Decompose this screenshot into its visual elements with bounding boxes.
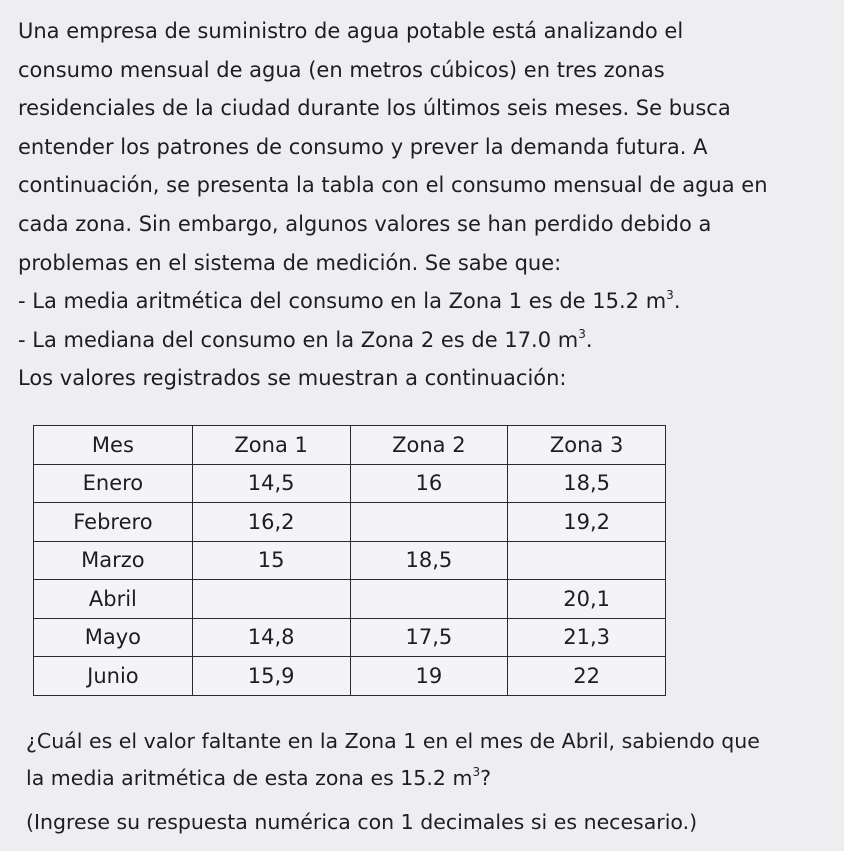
fact-median-zone2: - La mediana del consumo en la Zona 2 es de 17.0 $m^3$. xyxy=(18,326,593,352)
table-cell: 20,1 xyxy=(508,580,666,619)
table-cell xyxy=(192,580,350,619)
table-cell: 14,8 xyxy=(192,618,350,657)
table-cell xyxy=(350,580,508,619)
fact-unit: m xyxy=(557,327,579,352)
table-cell: 19 xyxy=(350,657,508,696)
problem-statement xyxy=(18,12,838,398)
header-cell: Zona 2 xyxy=(350,426,508,465)
question-text: la media aritmética de esta zona es xyxy=(26,766,401,790)
table-cell: 18,5 xyxy=(350,541,508,580)
table-cell: Mayo xyxy=(34,618,193,657)
table-cell: Febrero xyxy=(34,503,193,542)
table-cell: Enero xyxy=(34,464,193,503)
question-unit: m xyxy=(452,766,473,790)
consumption-table xyxy=(33,425,666,696)
table-cell: 19,2 xyxy=(508,503,666,542)
intro-line: consumo mensual de agua (en metros cúbicos) en tres zonas xyxy=(18,57,665,82)
table-row xyxy=(34,618,666,657)
header-cell: Zona 1 xyxy=(192,426,350,465)
header-cell: Zona 3 xyxy=(508,426,666,465)
table-row xyxy=(34,580,666,619)
table-cell: 16,2 xyxy=(192,503,350,542)
table-row xyxy=(34,464,666,503)
intro-line: residenciales de la ciudad durante los últimos seis meses. Se busca xyxy=(18,96,731,121)
table-cell: 14,5 xyxy=(192,464,350,503)
question-value: 15.2 xyxy=(400,766,446,790)
header-cell: Mes xyxy=(34,426,193,465)
table-cell: 15 xyxy=(192,541,350,580)
table-cell: 15,9 xyxy=(192,657,350,696)
intro-line: Una empresa de suministro de agua potable está analizando el xyxy=(18,19,684,43)
table-cell: Abril xyxy=(34,580,193,619)
table-cell: 16 xyxy=(350,464,508,503)
table-cell: 22 xyxy=(508,657,666,696)
unit-exponent: 3 xyxy=(666,288,674,303)
fact-text: - La media aritmética del consumo en la Zona 1 es de xyxy=(18,289,593,314)
fact-text: - La mediana del consumo en la Zona 2 es de xyxy=(18,327,505,352)
intro-line: problemas en el sistema de medición. Se sabe que: xyxy=(18,250,562,275)
table-intro: Los valores registrados se muestran a continuación: xyxy=(18,366,567,391)
question-mark: ? xyxy=(480,766,491,790)
table-cell: Marzo xyxy=(34,541,193,580)
table-cell: 18,5 xyxy=(508,464,666,503)
table-row xyxy=(34,657,666,696)
table-cell xyxy=(350,503,508,542)
fact-unit: m xyxy=(645,289,667,314)
table-cell: Junio xyxy=(34,657,193,696)
table-row xyxy=(34,541,666,580)
answer-instructions: (Ingrese su respuesta numérica con 1 decimales si es necesario.) xyxy=(26,810,698,834)
table-cell: 21,3 xyxy=(508,618,666,657)
unit-exponent: 3 xyxy=(578,326,586,341)
intro-line: entender los patrones de consumo y prever la demanda futura. A xyxy=(18,134,708,159)
unit-exponent: 3 xyxy=(472,765,481,779)
fact-value: 17.0 xyxy=(504,327,552,352)
intro-line: continuación, se presenta la tabla con el consumo mensual de agua en xyxy=(18,173,768,198)
question-line: ¿Cuál es el valor faltante en la Zona 1 en el mes de Abril, sabiendo que xyxy=(26,729,760,753)
intro-line: cada zona. Sin embargo, algunos valores se han perdido debido a xyxy=(18,211,712,236)
question-line xyxy=(26,760,836,797)
fact-value: 15.2 xyxy=(592,289,640,314)
table-cell xyxy=(508,541,666,580)
table-cell: 17,5 xyxy=(350,618,508,657)
question-block xyxy=(26,723,836,841)
table-header-row xyxy=(34,426,666,465)
table-row xyxy=(34,503,666,542)
fact-mean-zone1: - La media aritmética del consumo en la Zona 1 es de 15.2 $m^3$. xyxy=(18,288,681,314)
